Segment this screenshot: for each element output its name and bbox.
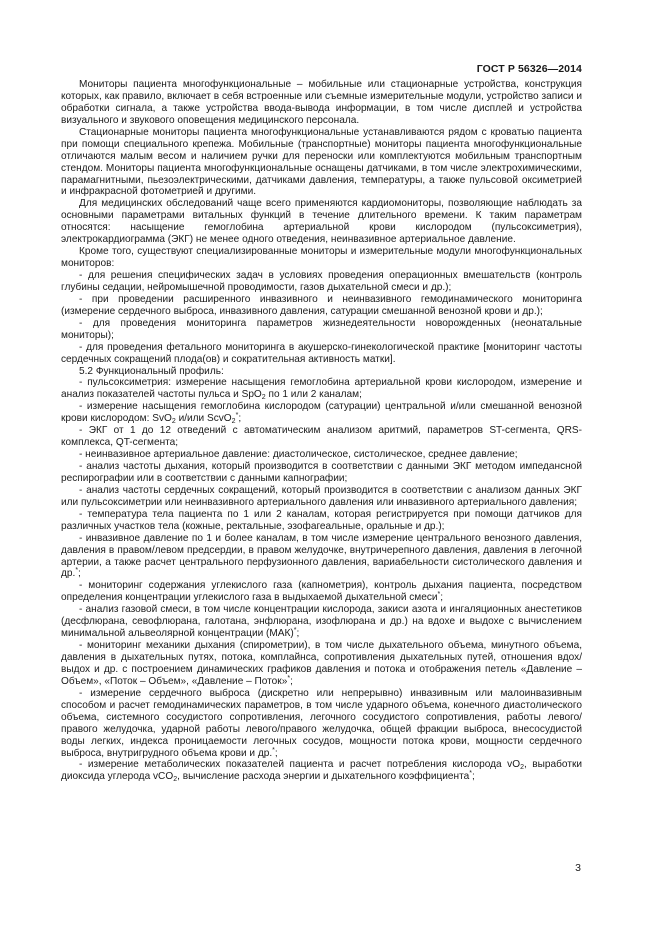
list-item: - измерение насыщения гемоглобина кислородом (сатурации) центральной и/или смешанной венозной крови кислородом: SvO$_2$ и/или ScvO$_2$*; — [61, 401, 582, 426]
list-item: - для проведения фетального мониторинга в акушерско-гинекологической практике [мониторинг частоты сердечных сокращений плода(ов) и сократительная активность матки]. — [61, 341, 582, 365]
paragraph: Для медицинских обследований чаще всего применяются кардиомониторы, позволяющие наблюдать за основными параметрами витальных функций в течение длительного времени. К таким параметрам относятся: насыщение гемоглобина артериальной крови кислородом (пульсоксиметрия), электрокардиограмма (ЭКГ) не менее одного отведения, неинвазивное артериальное давление. — [61, 198, 582, 246]
section-heading: 5.2 Функциональный профиль: — [79, 365, 224, 377]
list-item: - анализ частоты сердечных сокращений, который производится в соответствии с анализом данных ЭКГ или пульсоксиметрии или неинвазивного артериального давления или инвазивного артериального давления; — [61, 484, 582, 508]
paragraph: Кроме того, существуют специализированные мониторы и измерительные модули многофункциональных мониторов: — [61, 246, 582, 270]
standard-header: ГОСТ Р 56326—2014 — [476, 63, 582, 75]
paragraph: Стационарные мониторы пациента многофункциональные устанавливаются рядом с кроватью пациента при помощи специального крепежа. Мобильные (транспортные) мониторы пациента многофункциональные отличаются малым весом и наличием ручки для переноски или комплектуются мобильным транспортным стендом. Мониторы пациента многофункциональные оснащены датчиками, в том числе электрохимическими, парамагнитными, пьезоэлектрическими, датчиками давления, температуры, а также пульсовой оксиметрией и инфракрасной фотометрией и другими. — [61, 126, 582, 198]
list-item: - ЭКГ от 1 до 12 отведений с автоматическим анализом аритмий, параметров ST-сегмента, QRS-комплекса, QT-сегмента; — [61, 425, 582, 449]
list-item: - измерение метаболических показателей пациента и расчет потребления кислорода $vO_2$, выработки диоксида углерода vCO$_2$, вычисление расхода энергии и дыхательного коэффициента*; — [61, 759, 582, 784]
list-item: - пульсоксиметрия: измерение насыщения гемоглобина артериальной крови кислородом, измерение и анализ показателей частоты пульса и SpO$_2$ по 1 или 2 каналам; — [61, 377, 582, 402]
paragraph: Мониторы пациента многофункциональные – мобильные или стационарные устройства, конструкция которых, как правило, включает в себя встроенные или съемные измерительные модули, устройство записи и обработки сигнала, а также устройства ввода-вывода информации, в том числе дисплей и устройства визуального и звукового оповещения медицинского персонала. — [61, 79, 582, 126]
list-item: - мониторинг содержания углекислого газа (капнометрия), контроль дыхания пациента, посредством определения концентрации углекислого газа в выдыхаемой дыхательной смеси*; — [61, 580, 582, 604]
list-item: - мониторинг механики дыхания (спирометрии), в том числе дыхательного объема, минутного объема, давления в дыхательных путях, потока, комплайнса, сопротивления дыхательных путей, отношения вдох/выдох и др. с построением динамических графиков давления и потока и отображения петель «Давление – Объем», «Поток – Объем», «Давление – Поток»*; — [61, 640, 582, 687]
list-item: - инвазивное давление по 1 и более каналам, в том числе измерение центрального венозного давления, давления в правом/левом предсердии, в правом желудочке, внутричерепного давления, давления в легочной артерии, а также расчет центрального перфузионного давления, вариабельности систолического давления и др.*; — [61, 532, 582, 580]
list-item: - неинвазивное артериальное давление: диастолическое, систолическое, среднее давление; — [79, 449, 518, 461]
list-item: - температура тела пациента по 1 или 2 каналам, которая регистрируется при помощи датчиков для различных участков тела (кожные, ректальные, эзофагеальные, оральные и др.); — [61, 508, 582, 532]
list-item: - анализ газовой смеси, в том числе концентрации кислорода, закиси азота и ингаляционных анестетиков (десфлюрана, севофлюрана, галотана, энфлюрана, изофлюрана и др.) на вдохе и выдохе с вычислением минимальной альвеолярной концентрации (МАК)*; — [61, 604, 582, 640]
page-number: 3 — [575, 862, 581, 874]
list-item: - анализ частоты дыхания, который производится в соответствии с данными ЭКГ методом импедансной респирографии или в соответствии с данными капнографии; — [61, 461, 582, 484]
list-item: - для решения специфических задач в условиях проведения операционных вмешательств (контроль глубины седации, нейромышечной проводимости, газов дыхательной смеси и др.); — [61, 270, 582, 293]
list-item: - для проведения мониторинга параметров жизнедеятельности новорожденных (неонатальные мониторы); — [61, 317, 582, 341]
document-body — [61, 79, 582, 783]
list-item: - при проведении расширенного инвазивного и неинвазивного гемодинамического мониторинга (измерение сердечного выброса, инвазивного давления, сатурации смешанной венозной крови и др.); — [61, 293, 582, 317]
list-item: - измерение сердечного выброса (дискретно или непрерывно) инвазивным или малоинвазивным способом и расчет гемодинамических параметров, в том числе ударного объема, конечного диастолического объема, системного сосудистого сопротивления, легочного сосудистого сопротивления, работы левого/правого желудочка, ударной работы левого/правого желудочка, общей фракции выброса, внесосудистой воды легких, индекса проницаемости легочных сосудов, мощности потока крови, мощности сердечного выброса, внутригрудного объема крови и др.*; — [61, 687, 582, 759]
